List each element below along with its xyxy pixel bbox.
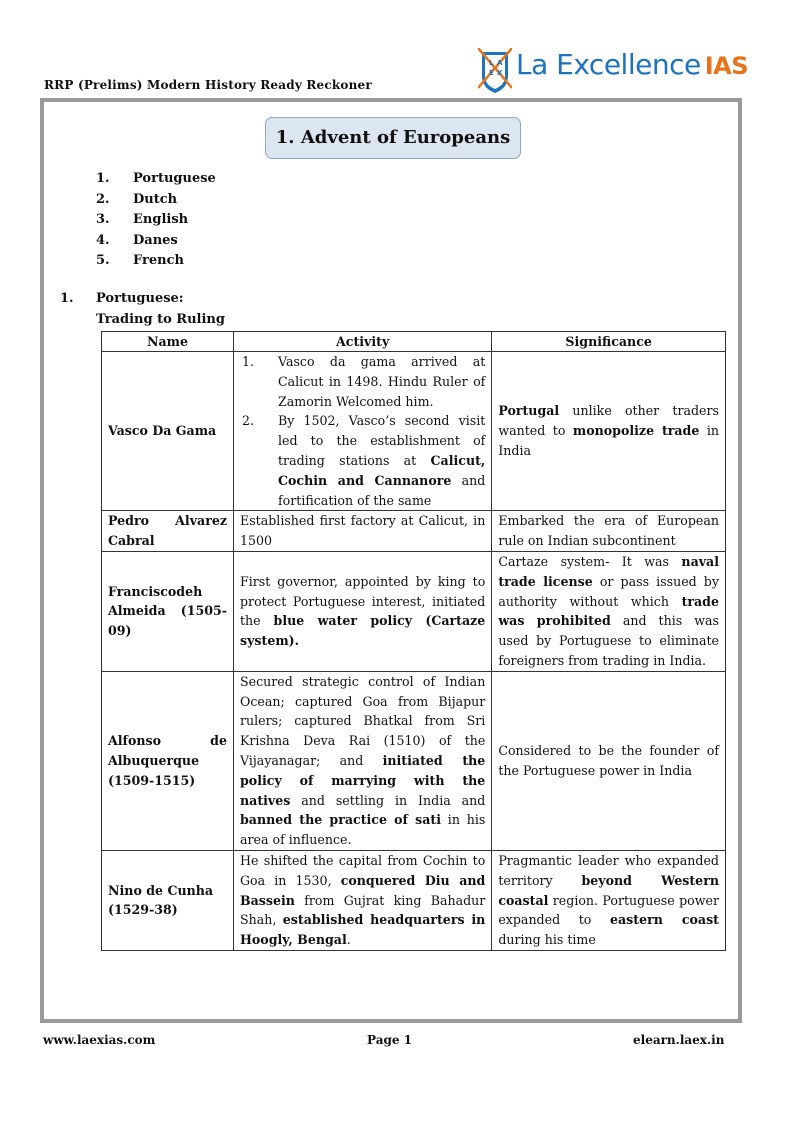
header-name: Name xyxy=(102,332,234,352)
chapter-title: 1. Advent of Europeans xyxy=(265,117,521,159)
text-run: Considered to be the founder of the Portuguese power in India xyxy=(498,743,719,778)
cell-activity xyxy=(234,352,492,511)
logo-name: La Excellence xyxy=(516,48,701,81)
activity-list xyxy=(240,352,485,510)
text-run: unlike other traders wanted to xyxy=(498,403,719,439)
text-run: from Gujrat king Bahadur Shah, xyxy=(240,892,486,928)
cell-name: Nino de Cunha (1529-38) xyxy=(102,850,234,950)
topic-label: Danes xyxy=(133,232,178,248)
bold-text: conquered Diu and Bassein xyxy=(240,872,486,908)
text-run: and settling in India and xyxy=(290,792,486,808)
topic-list xyxy=(96,170,216,273)
cell-activity xyxy=(234,850,492,950)
activity-number: 2. xyxy=(242,413,255,429)
bold-text: beyond Western coastal xyxy=(498,872,719,908)
topic-list-item xyxy=(96,191,216,212)
topic-label: Portuguese xyxy=(133,171,216,186)
topic-list-item xyxy=(96,211,216,232)
text-run: in India xyxy=(498,423,719,459)
bold-text: monopolize trade xyxy=(572,423,700,439)
table-row xyxy=(102,352,726,511)
topic-label: Dutch xyxy=(133,191,178,207)
text-run: in his area of influence. xyxy=(240,812,486,848)
cell-activity xyxy=(234,671,492,850)
bold-text: Calicut, Cochin and Cannanore xyxy=(278,452,486,488)
table-row xyxy=(102,850,726,950)
text-run: He shifted the capital from Cochin to Goa in 1530, xyxy=(240,852,486,888)
cell-name: Franciscodeh Almeida (1505-09) xyxy=(102,551,234,671)
text-run: Embarked the era of European rule on Indian subcontinent xyxy=(498,513,719,549)
footer-website: www.laexias.com xyxy=(43,1033,156,1047)
portuguese-table xyxy=(101,331,726,951)
cell-activity xyxy=(234,551,492,671)
topic-number: 4. xyxy=(96,232,110,248)
document-title: RRP (Prelims) Modern History Ready Reckoner xyxy=(44,78,372,92)
cell-name: Pedro Alvarez Cabral xyxy=(102,511,234,552)
text-run: First governor, appointed by king to protect Portuguese interest, initiated the xyxy=(240,573,486,629)
cell-significance xyxy=(492,511,726,552)
activity-list-item xyxy=(240,352,485,411)
cell-significance xyxy=(492,850,726,950)
text-run: By 1502, Vasco’s second visit led to the establishment of trading stations at xyxy=(278,413,486,468)
section-number: 1. xyxy=(60,291,74,306)
header-activity: Activity xyxy=(234,332,492,352)
bold-text: Portugal xyxy=(498,403,560,419)
cell-activity xyxy=(234,511,492,552)
text-run: Established first factory at Calicut, in 1500 xyxy=(240,513,486,549)
topic-number: 1. xyxy=(96,171,110,186)
topic-number: 5. xyxy=(96,253,110,269)
cell-name: Alfonso de Albuquerque (1509-1515) xyxy=(102,671,234,850)
table-row xyxy=(102,671,726,850)
topic-number: 3. xyxy=(96,212,110,228)
bold-text: banned the practice of sati xyxy=(240,812,441,828)
svg-text:L: L xyxy=(489,59,494,67)
section-title: Portuguese: xyxy=(96,291,184,306)
text-run: during his time xyxy=(498,932,596,948)
topic-number: 2. xyxy=(96,191,110,207)
svg-text:X: X xyxy=(497,69,503,77)
text-run: Pragmantic leader who expanded territory xyxy=(498,852,719,888)
text-run: or pass issued by authority without which xyxy=(498,573,719,609)
logo-suffix: IAS xyxy=(704,52,748,80)
cell-significance xyxy=(492,551,726,671)
bold-text: established headquarters in Hoogly, Bengal xyxy=(240,912,486,948)
cell-significance xyxy=(492,671,726,850)
topic-list-item xyxy=(96,232,216,253)
text-run: and fortification of the same xyxy=(278,472,486,508)
bold-text: naval trade license xyxy=(498,553,719,589)
section-subtitle: Trading to Ruling xyxy=(96,312,225,327)
topic-list-item xyxy=(96,252,216,273)
topic-list-item xyxy=(96,170,216,191)
shield-logo-icon xyxy=(478,48,512,94)
text-run: . xyxy=(346,932,351,948)
bold-text: eastern coast xyxy=(609,912,719,928)
svg-text:A: A xyxy=(497,59,503,67)
table-header-row xyxy=(102,332,726,352)
topic-label: French xyxy=(133,253,184,269)
header-significance: Significance xyxy=(492,332,726,352)
bold-text: initiated the policy of marrying with the natives xyxy=(240,752,486,808)
text-run: Secured strategic control of Indian Ocean; captured Goa from Bijapur rulers; captured Bhatkal from Sri Krishna Deva Rai (1510) of the Vijayanagar; and xyxy=(240,673,486,768)
text-run: and this was used by Portuguese to eliminate foreigners from trading in India. xyxy=(498,613,720,668)
logo xyxy=(478,46,748,92)
text-run: Cartaze system- It was xyxy=(498,553,682,569)
table-row xyxy=(102,551,726,671)
activity-list-item xyxy=(240,411,485,510)
bold-text: blue water policy (Cartaze system). xyxy=(240,613,486,649)
cell-name: Vasco Da Gama xyxy=(102,352,234,511)
table-row xyxy=(102,511,726,552)
footer-page-number: Page 1 xyxy=(367,1033,413,1047)
topic-label: English xyxy=(133,212,189,228)
text-run: Vasco da gama arrived at Calicut in 1498. Hindu Ruler of Zamorin Welcomed him. xyxy=(278,354,486,409)
text-run: region. Portuguese power expanded to xyxy=(498,892,719,928)
footer-elearn: elearn.laex.in xyxy=(633,1033,725,1047)
logo-wordmark xyxy=(516,48,748,81)
cell-significance xyxy=(492,352,726,511)
bold-text: trade was prohibited xyxy=(498,593,719,629)
activity-number: 1. xyxy=(242,354,255,369)
svg-text:E: E xyxy=(489,69,494,77)
